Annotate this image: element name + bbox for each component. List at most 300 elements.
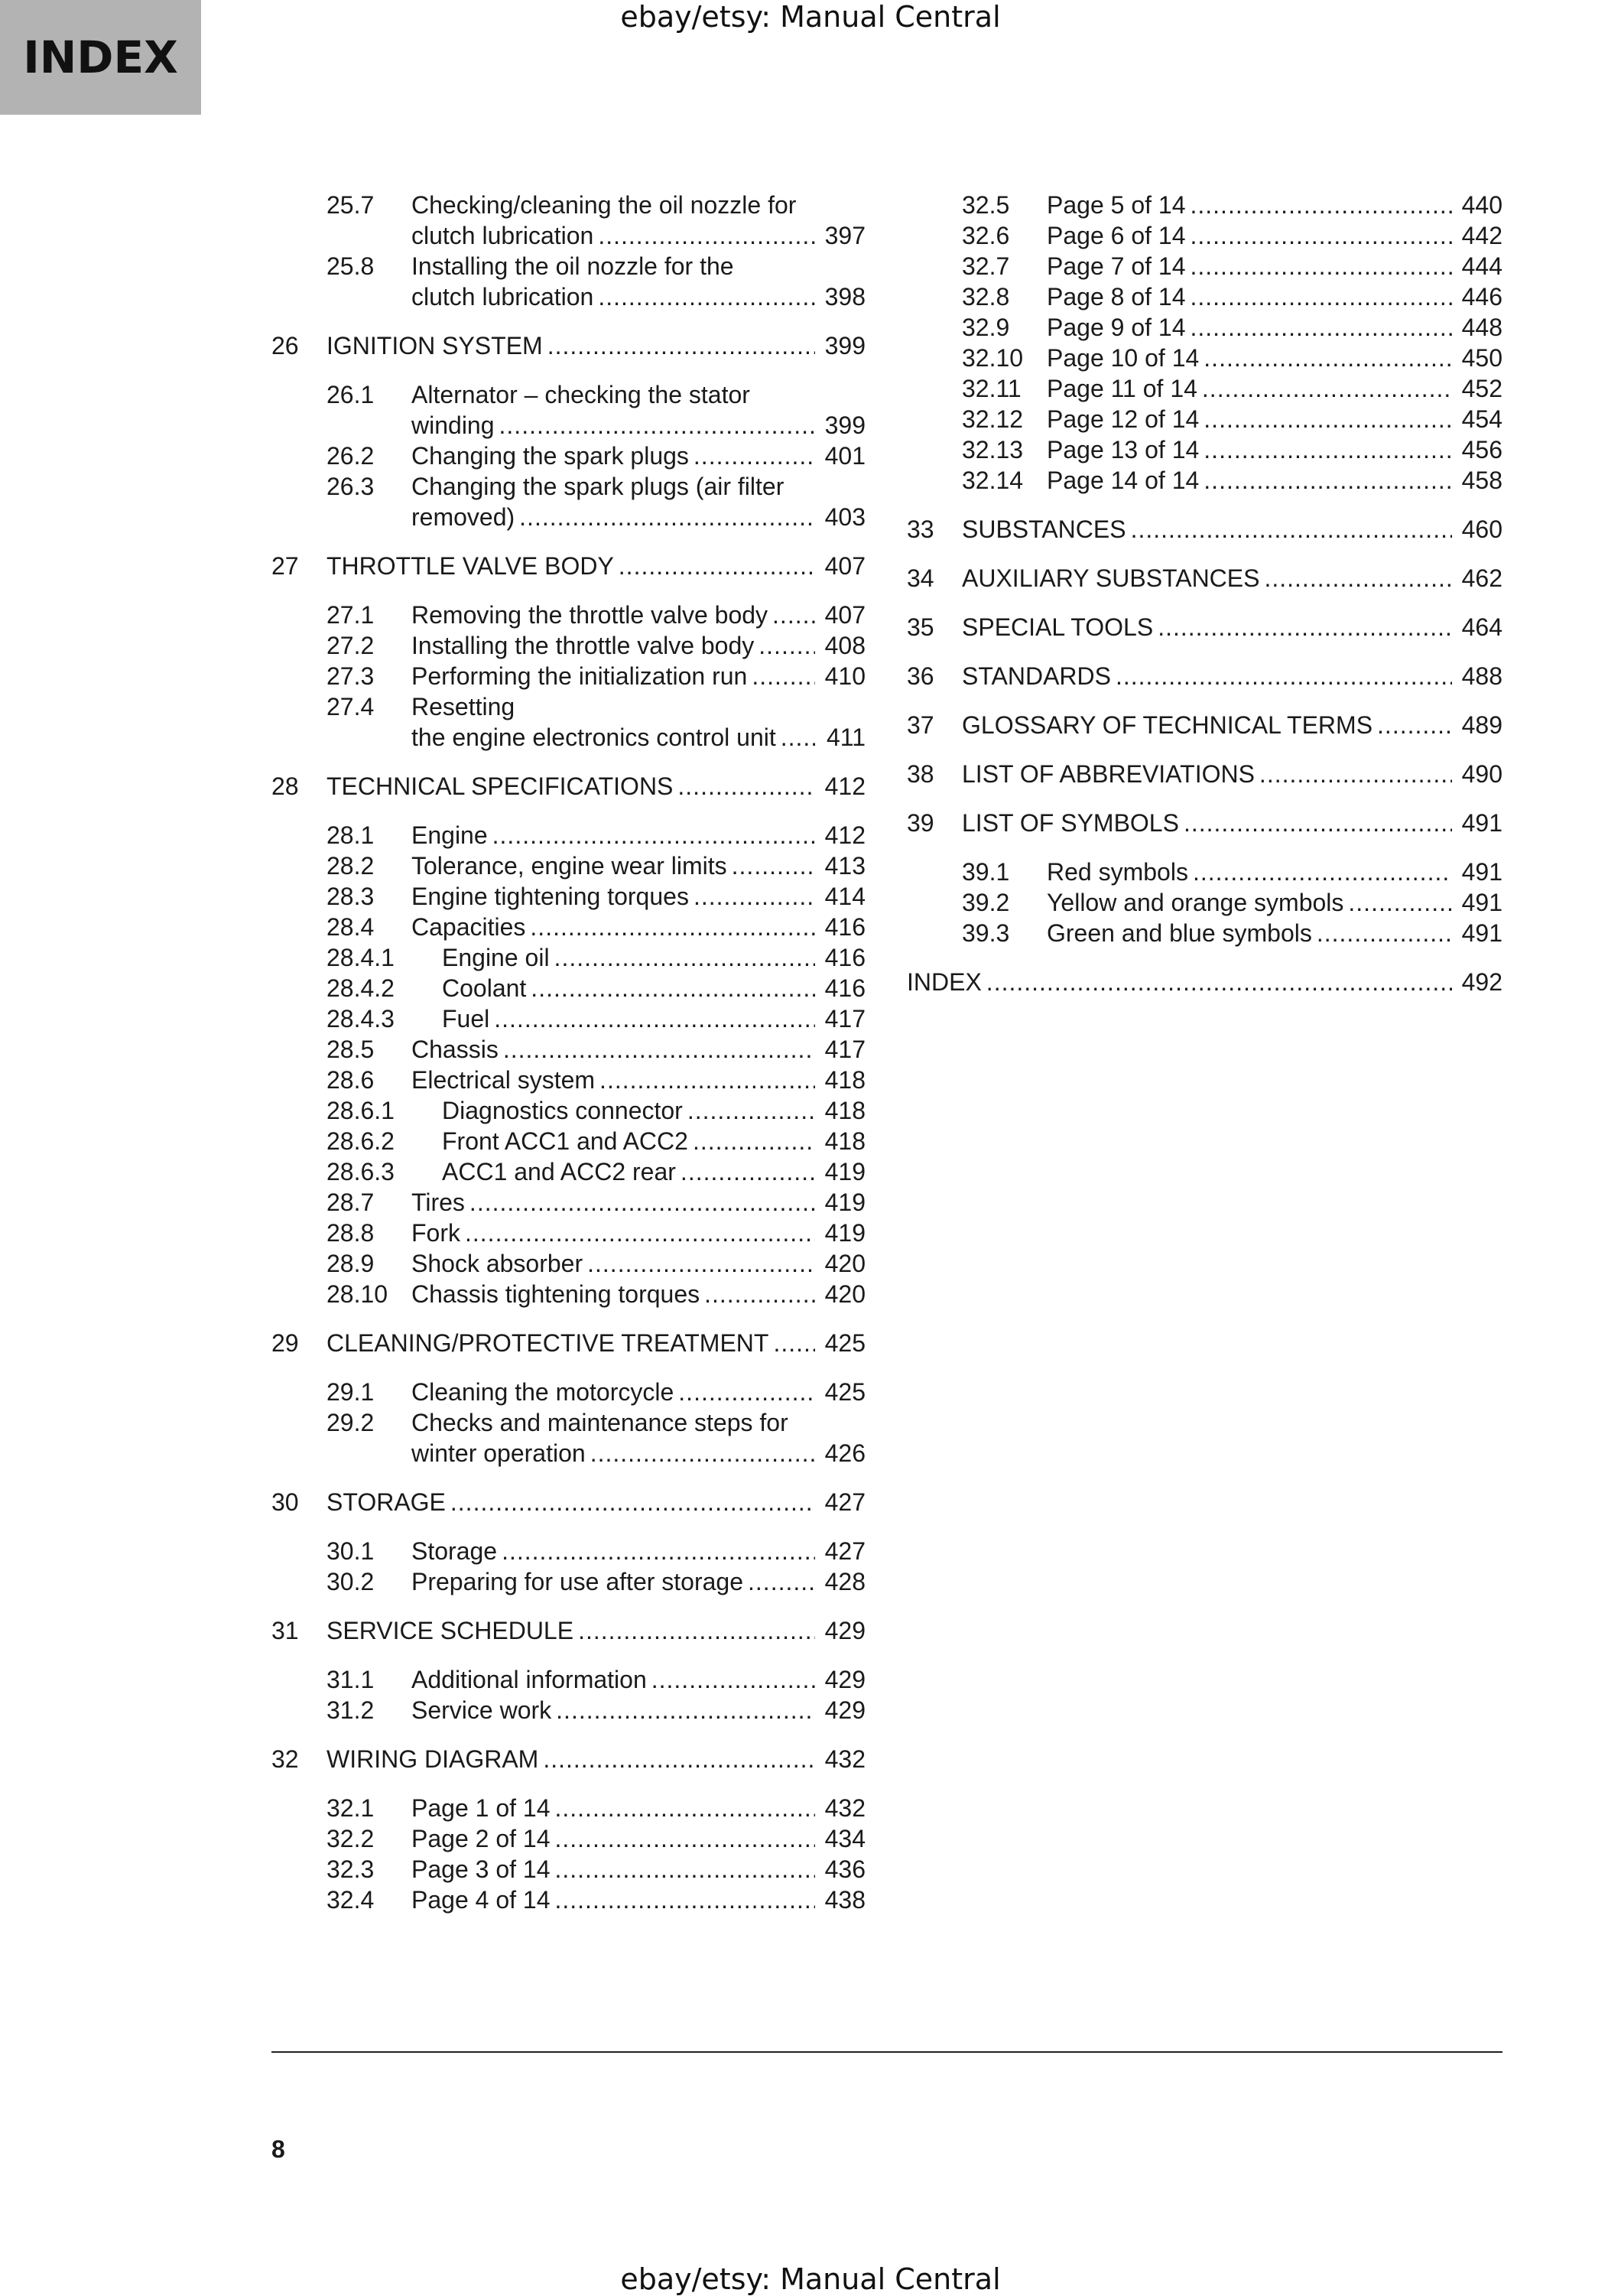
- toc-number: 26: [271, 332, 299, 359]
- toc-page-number: 407: [824, 601, 866, 629]
- toc-number: 28.4.3: [326, 1005, 395, 1033]
- toc-leader-dots: [543, 1744, 815, 1774]
- toc-page-number: 434: [824, 1825, 866, 1852]
- toc-section-entry: [907, 434, 1502, 465]
- toc-section-entry: [907, 343, 1502, 373]
- toc-number: 39: [907, 809, 934, 837]
- toc-line: [907, 612, 1502, 642]
- toc-section-entry: [271, 1095, 866, 1126]
- toc-section-entry: [271, 1695, 866, 1725]
- toc-page-number: 427: [824, 1537, 866, 1565]
- toc-title: Page 11 of 14: [1047, 375, 1197, 402]
- toc-title: Yellow and orange symbols: [1047, 889, 1344, 916]
- toc-number: 27.3: [326, 662, 375, 690]
- toc-section-entry: [271, 942, 866, 973]
- toc-title: ACC1 and ACC2 rear: [442, 1158, 676, 1185]
- toc-number: 27.4: [326, 693, 375, 720]
- toc-line: [962, 887, 1502, 918]
- toc-section-entry: [271, 1279, 866, 1309]
- toc-title: Page 6 of 14: [1047, 222, 1186, 249]
- toc-page-number: 408: [824, 632, 866, 659]
- toc-page-number: 491: [1461, 858, 1502, 886]
- toc-number: 32.11: [962, 375, 1022, 402]
- toc-page-number: 491: [1461, 889, 1502, 916]
- toc-section-entry: [271, 1407, 866, 1468]
- toc-line: [962, 220, 1502, 251]
- toc-line: [907, 514, 1502, 545]
- toc-leader-dots: [694, 441, 815, 471]
- toc-chapter-entry: [907, 563, 1502, 594]
- toc-page-number: 462: [1461, 564, 1502, 592]
- toc-section-entry: [907, 373, 1502, 404]
- toc-title: Page 12 of 14: [1047, 405, 1200, 433]
- toc-line: [326, 1566, 866, 1597]
- toc-number: 28.6.1: [326, 1097, 395, 1124]
- toc-page-number: 460: [1461, 515, 1502, 543]
- toc-leader-dots: [503, 1034, 815, 1065]
- toc-section-entry: [907, 857, 1502, 887]
- toc-line: [326, 1248, 866, 1279]
- toc-line: [326, 691, 866, 722]
- toc-line: [326, 220, 866, 251]
- toc-page-number: 429: [824, 1617, 866, 1644]
- toc-page-number: 403: [824, 503, 866, 531]
- toc-page-number: 417: [824, 1036, 866, 1063]
- toc-leader-dots: [494, 1003, 815, 1034]
- toc-title: Page 14 of 14: [1047, 467, 1200, 494]
- toc-page-number: 489: [1461, 711, 1502, 739]
- toc-line: [326, 1823, 866, 1854]
- toc-chapter-entry: [271, 1487, 866, 1517]
- toc-leader-dots: [1116, 661, 1452, 691]
- toc-leader-dots: [1259, 759, 1452, 789]
- toc-number: 37: [907, 711, 934, 739]
- toc-leader-dots: [554, 1793, 815, 1823]
- toc-title: AUXILIARY SUBSTANCES: [962, 564, 1260, 592]
- toc-line: [326, 1034, 866, 1065]
- toc-title: Resetting: [411, 693, 515, 720]
- toc-page-number: 438: [824, 1886, 866, 1914]
- toc-leader-dots: [531, 973, 815, 1003]
- toc-line: [271, 1487, 866, 1517]
- toc-section-entry: [907, 190, 1502, 220]
- toc-page-number: 427: [824, 1488, 866, 1516]
- toc-title: winding: [411, 411, 495, 439]
- toc-line: [271, 1615, 866, 1646]
- toc-line: [326, 281, 866, 312]
- toc-leader-dots: [1184, 808, 1452, 838]
- toc-section-entry: [271, 850, 866, 881]
- toc-title: Capacities: [411, 913, 526, 941]
- toc-section-entry: [271, 1156, 866, 1187]
- toc-page-number: 418: [824, 1127, 866, 1155]
- toc-number: 28.5: [326, 1036, 375, 1063]
- toc-title: Fork: [411, 1219, 460, 1247]
- toc-title: the engine electronics control unit: [411, 724, 776, 751]
- toc-page-number: 440: [1461, 191, 1502, 219]
- toc-number: 28.10: [326, 1280, 388, 1308]
- toc-line: [326, 722, 866, 753]
- toc-line: [271, 330, 866, 361]
- toc-number: 28.7: [326, 1189, 375, 1216]
- toc-line: [326, 881, 866, 912]
- toc-title: Storage: [411, 1537, 498, 1565]
- toc-line: [326, 1695, 866, 1725]
- toc-leader-dots: [694, 881, 815, 912]
- toc-number: 30.2: [326, 1568, 375, 1595]
- toc-chapter-entry: [271, 330, 866, 361]
- toc-leader-dots: [554, 1823, 815, 1854]
- toc-title: Page 4 of 14: [411, 1886, 551, 1914]
- toc-title: Tolerance, engine wear limits: [411, 852, 727, 880]
- toc-leader-dots: [732, 850, 815, 881]
- toc-title: Installing the oil nozzle for the: [411, 252, 734, 280]
- toc-title: Page 10 of 14: [1047, 344, 1200, 372]
- toc-section-entry: [271, 1248, 866, 1279]
- toc-line: [962, 434, 1502, 465]
- toc-line: [326, 1126, 866, 1156]
- toc-chapter-entry: [271, 771, 866, 802]
- toc-number: 27.1: [326, 601, 375, 629]
- toc-line: [271, 1328, 866, 1358]
- toc-line: [326, 1793, 866, 1823]
- toc-title: Shock absorber: [411, 1250, 583, 1277]
- toc-page-number: 491: [1461, 809, 1502, 837]
- toc-section-entry: [271, 1377, 866, 1407]
- toc-leader-dots: [759, 630, 815, 661]
- toc-section-entry: [271, 251, 866, 312]
- toc-title: removed): [411, 503, 515, 531]
- toc-left-column: [271, 190, 866, 1915]
- toc-chapter-entry: [907, 661, 1502, 691]
- toc-line: [326, 1218, 866, 1248]
- toc-line: [326, 1003, 866, 1034]
- toc-title: Page 9 of 14: [1047, 314, 1186, 341]
- toc-leader-dots: [772, 600, 815, 630]
- toc-number: 38: [907, 760, 934, 788]
- toc-number: 32: [271, 1745, 299, 1773]
- toc-number: 32.9: [962, 314, 1010, 341]
- toc-title: Fuel: [442, 1005, 490, 1033]
- toc-section-entry: [271, 1126, 866, 1156]
- toc-title: Additional information: [411, 1666, 647, 1693]
- toc-leader-dots: [1204, 404, 1452, 434]
- toc-title: WIRING DIAGRAM: [326, 1745, 539, 1773]
- toc-number: 32.7: [962, 252, 1010, 280]
- toc-page-number: 425: [824, 1378, 866, 1406]
- toc-page-number: 444: [1461, 252, 1502, 280]
- toc-page-number: 420: [824, 1250, 866, 1277]
- toc-leader-dots: [1204, 343, 1452, 373]
- toc-number: 26.1: [326, 381, 375, 408]
- toc-line: [326, 1187, 866, 1218]
- toc-number: 31.1: [326, 1666, 375, 1693]
- toc-leader-dots: [492, 820, 815, 850]
- toc-number: 28.8: [326, 1219, 375, 1247]
- toc-number: 28: [271, 772, 299, 800]
- toc-page-number: 491: [1461, 919, 1502, 947]
- toc-title: SERVICE SCHEDULE: [326, 1617, 574, 1644]
- toc-leader-dots: [619, 551, 815, 581]
- toc-section-entry: [271, 190, 866, 251]
- toc-page-number: 420: [824, 1280, 866, 1308]
- toc-chapter-entry: [907, 612, 1502, 642]
- toc-number: 25.8: [326, 252, 375, 280]
- footer-rule: [271, 2051, 1502, 2053]
- toc-title: Green and blue symbols: [1047, 919, 1312, 947]
- toc-line: [326, 661, 866, 691]
- toc-title: Checks and maintenance steps for: [411, 1409, 788, 1436]
- toc-leader-dots: [554, 1885, 815, 1915]
- toc-title: Page 2 of 14: [411, 1825, 551, 1852]
- toc-line: [326, 1407, 866, 1438]
- toc-line: [326, 850, 866, 881]
- toc-title: Service work: [411, 1696, 552, 1724]
- toc-number: 31.2: [326, 1696, 375, 1724]
- footer-watermark: ebay/etsy: Manual Central: [620, 2262, 1001, 2296]
- toc-section-entry: [907, 465, 1502, 496]
- toc-line: [962, 251, 1502, 281]
- toc-title: Preparing for use after storage: [411, 1568, 744, 1595]
- toc-page-number: 418: [824, 1097, 866, 1124]
- toc-title: Red symbols: [1047, 858, 1188, 886]
- toc-section-entry: [271, 1793, 866, 1823]
- toc-number: 32.4: [326, 1886, 375, 1914]
- toc-number: 32.3: [326, 1855, 375, 1883]
- toc-page-number: 414: [824, 883, 866, 910]
- toc-page-number: 417: [824, 1005, 866, 1033]
- toc-leader-dots: [547, 330, 815, 361]
- toc-leader-dots: [678, 1377, 815, 1407]
- toc-line: [326, 973, 866, 1003]
- toc-title: Page 8 of 14: [1047, 283, 1186, 311]
- toc-title: Diagnostics connector: [442, 1097, 683, 1124]
- toc-page-number: 399: [824, 411, 866, 439]
- toc-title: IGNITION SYSTEM: [326, 332, 543, 359]
- toc-title: Checking/cleaning the oil nozzle for: [411, 191, 797, 219]
- toc-number: 28.4.1: [326, 944, 395, 971]
- toc-line: [326, 1279, 866, 1309]
- toc-leader-dots: [1204, 465, 1452, 496]
- toc-section-entry: [907, 220, 1502, 251]
- toc-line: [907, 661, 1502, 691]
- toc-leader-dots: [465, 1218, 815, 1248]
- toc-line: [962, 373, 1502, 404]
- toc-page-number: 452: [1461, 375, 1502, 402]
- toc-title: Page 3 of 14: [411, 1855, 551, 1883]
- toc-number: 29.1: [326, 1378, 375, 1406]
- toc-page-number: 458: [1461, 467, 1502, 494]
- toc-number: 36: [907, 662, 934, 690]
- toc-leader-dots: [598, 220, 815, 251]
- toc-line: [962, 465, 1502, 496]
- toc-page-number: 488: [1461, 662, 1502, 690]
- toc-page-number: 399: [824, 332, 866, 359]
- toc-line: [907, 808, 1502, 838]
- toc-leader-dots: [598, 281, 815, 312]
- toc-number: 32.10: [962, 344, 1024, 372]
- toc-page-number: 416: [824, 974, 866, 1002]
- toc-chapter-entry: [907, 967, 1502, 997]
- toc-title: Changing the spark plugs (air filter: [411, 473, 785, 500]
- toc-leader-dots: [1190, 220, 1452, 251]
- toc-title: SPECIAL TOOLS: [962, 613, 1154, 641]
- toc-section-entry: [271, 1034, 866, 1065]
- toc-number: 32.5: [962, 191, 1010, 219]
- toc-title: Coolant: [442, 974, 527, 1002]
- toc-number: 28.1: [326, 821, 375, 849]
- toc-title: Chassis: [411, 1036, 499, 1063]
- toc-title: clutch lubrication: [411, 222, 594, 249]
- toc-page-number: 429: [824, 1696, 866, 1724]
- toc-line: [962, 190, 1502, 220]
- toc-number: 33: [907, 515, 934, 543]
- toc-number: 39.1: [962, 858, 1010, 886]
- toc-section-entry: [271, 973, 866, 1003]
- toc-number: 35: [907, 613, 934, 641]
- toc-line: [907, 967, 1502, 997]
- toc-title: STORAGE: [326, 1488, 446, 1516]
- toc-page-number: 412: [824, 772, 866, 800]
- toc-title: CLEANING/PROTECTIVE TREATMENT: [326, 1329, 769, 1357]
- toc-page-number: 456: [1461, 436, 1502, 463]
- toc-section-entry: [271, 1854, 866, 1885]
- toc-section-entry: [271, 912, 866, 942]
- toc-title: Page 5 of 14: [1047, 191, 1186, 219]
- toc-page-number: 407: [824, 552, 866, 580]
- toc-section-entry: [907, 251, 1502, 281]
- toc-line: [326, 1065, 866, 1095]
- toc-leader-dots: [1190, 312, 1452, 343]
- toc-leader-dots: [693, 1126, 815, 1156]
- toc-page-number: 419: [824, 1219, 866, 1247]
- toc-leader-dots: [1202, 373, 1452, 404]
- toc-leader-dots: [1190, 251, 1452, 281]
- toc-number: 32.13: [962, 436, 1024, 463]
- toc-leader-dots: [519, 502, 815, 532]
- toc-title: THROTTLE VALVE BODY: [326, 552, 614, 580]
- toc-page-number: 410: [824, 662, 866, 690]
- toc-leader-dots: [469, 1187, 815, 1218]
- toc-leader-dots: [450, 1487, 815, 1517]
- toc-number: 28.6: [326, 1066, 375, 1094]
- toc-leader-dots: [554, 942, 815, 973]
- toc-chapter-entry: [907, 808, 1502, 838]
- index-tab: INDEX: [0, 0, 201, 115]
- toc-section-entry: [271, 661, 866, 691]
- toc-section-entry: [271, 820, 866, 850]
- toc-number: 27: [271, 552, 299, 580]
- toc-number: 26.2: [326, 442, 375, 470]
- toc-number: 29.2: [326, 1409, 375, 1436]
- toc-line: [962, 404, 1502, 434]
- toc-line: [962, 281, 1502, 312]
- page-number: 8: [271, 2135, 285, 2163]
- toc-page-number: 429: [824, 1666, 866, 1693]
- toc-number: 34: [907, 564, 934, 592]
- toc-page-number: 418: [824, 1066, 866, 1094]
- toc-title: Engine tightening torques: [411, 883, 689, 910]
- toc-page-number: 401: [824, 442, 866, 470]
- toc-number: 28.2: [326, 852, 375, 880]
- toc-line: [326, 820, 866, 850]
- toc-line: [326, 1536, 866, 1566]
- toc-page-number: 464: [1461, 613, 1502, 641]
- toc-chapter-entry: [907, 514, 1502, 545]
- toc-line: [326, 1156, 866, 1187]
- toc-line: [271, 1744, 866, 1774]
- toc-number: 39.3: [962, 919, 1010, 947]
- toc-number: 32.6: [962, 222, 1010, 249]
- toc-leader-dots: [587, 1248, 815, 1279]
- toc-leader-dots: [1377, 710, 1452, 740]
- toc-line: [271, 551, 866, 581]
- toc-page-number: 419: [824, 1158, 866, 1185]
- toc-number: 30: [271, 1488, 299, 1516]
- toc-section-entry: [271, 1536, 866, 1566]
- toc-page-number: 398: [824, 283, 866, 311]
- toc-title: clutch lubrication: [411, 283, 594, 311]
- toc-line: [326, 190, 866, 220]
- toc-title: STANDARDS: [962, 662, 1111, 690]
- toc-line: [326, 471, 866, 502]
- toc-leader-dots: [502, 1536, 815, 1566]
- toc-line: [326, 1438, 866, 1468]
- toc-number: 28.6.2: [326, 1127, 395, 1155]
- toc-line: [326, 1854, 866, 1885]
- toc-section-entry: [271, 1823, 866, 1854]
- toc-title: Performing the initialization run: [411, 662, 748, 690]
- toc-leader-dots: [578, 1615, 815, 1646]
- toc-title: Page 13 of 14: [1047, 436, 1200, 463]
- toc-page-number: 454: [1461, 405, 1502, 433]
- toc-page-number: 411: [826, 724, 866, 751]
- toc-page-number: 416: [824, 913, 866, 941]
- toc-leader-dots: [986, 967, 1452, 997]
- toc-title: Electrical system: [411, 1066, 596, 1094]
- toc-line: [326, 1377, 866, 1407]
- toc-right-column: [907, 190, 1502, 997]
- toc-leader-dots: [590, 1438, 815, 1468]
- toc-leader-dots: [556, 1695, 815, 1725]
- toc-title: LIST OF SYMBOLS: [962, 809, 1179, 837]
- toc-number: 32.1: [326, 1794, 375, 1822]
- toc-leader-dots: [677, 771, 815, 802]
- toc-page-number: 413: [824, 852, 866, 880]
- toc-section-entry: [907, 312, 1502, 343]
- toc-chapter-entry: [907, 710, 1502, 740]
- toc-page-number: 436: [824, 1855, 866, 1883]
- toc-chapter-entry: [271, 1328, 866, 1358]
- toc-page-number: 426: [824, 1439, 866, 1467]
- toc-title: winter operation: [411, 1439, 586, 1467]
- toc-line: [907, 563, 1502, 594]
- toc-page-number: 448: [1461, 314, 1502, 341]
- toc-leader-dots: [704, 1279, 815, 1309]
- toc-section-entry: [271, 881, 866, 912]
- toc-line: [962, 312, 1502, 343]
- toc-line: [326, 1885, 866, 1915]
- toc-title: Engine: [411, 821, 488, 849]
- toc-chapter-entry: [271, 1744, 866, 1774]
- toc-number: 28.4: [326, 913, 375, 941]
- toc-line: [326, 600, 866, 630]
- toc-section-entry: [271, 1664, 866, 1695]
- toc-title: Tires: [411, 1189, 465, 1216]
- toc-page-number: 450: [1461, 344, 1502, 372]
- toc-number: 32.8: [962, 283, 1010, 311]
- toc-line: [326, 942, 866, 973]
